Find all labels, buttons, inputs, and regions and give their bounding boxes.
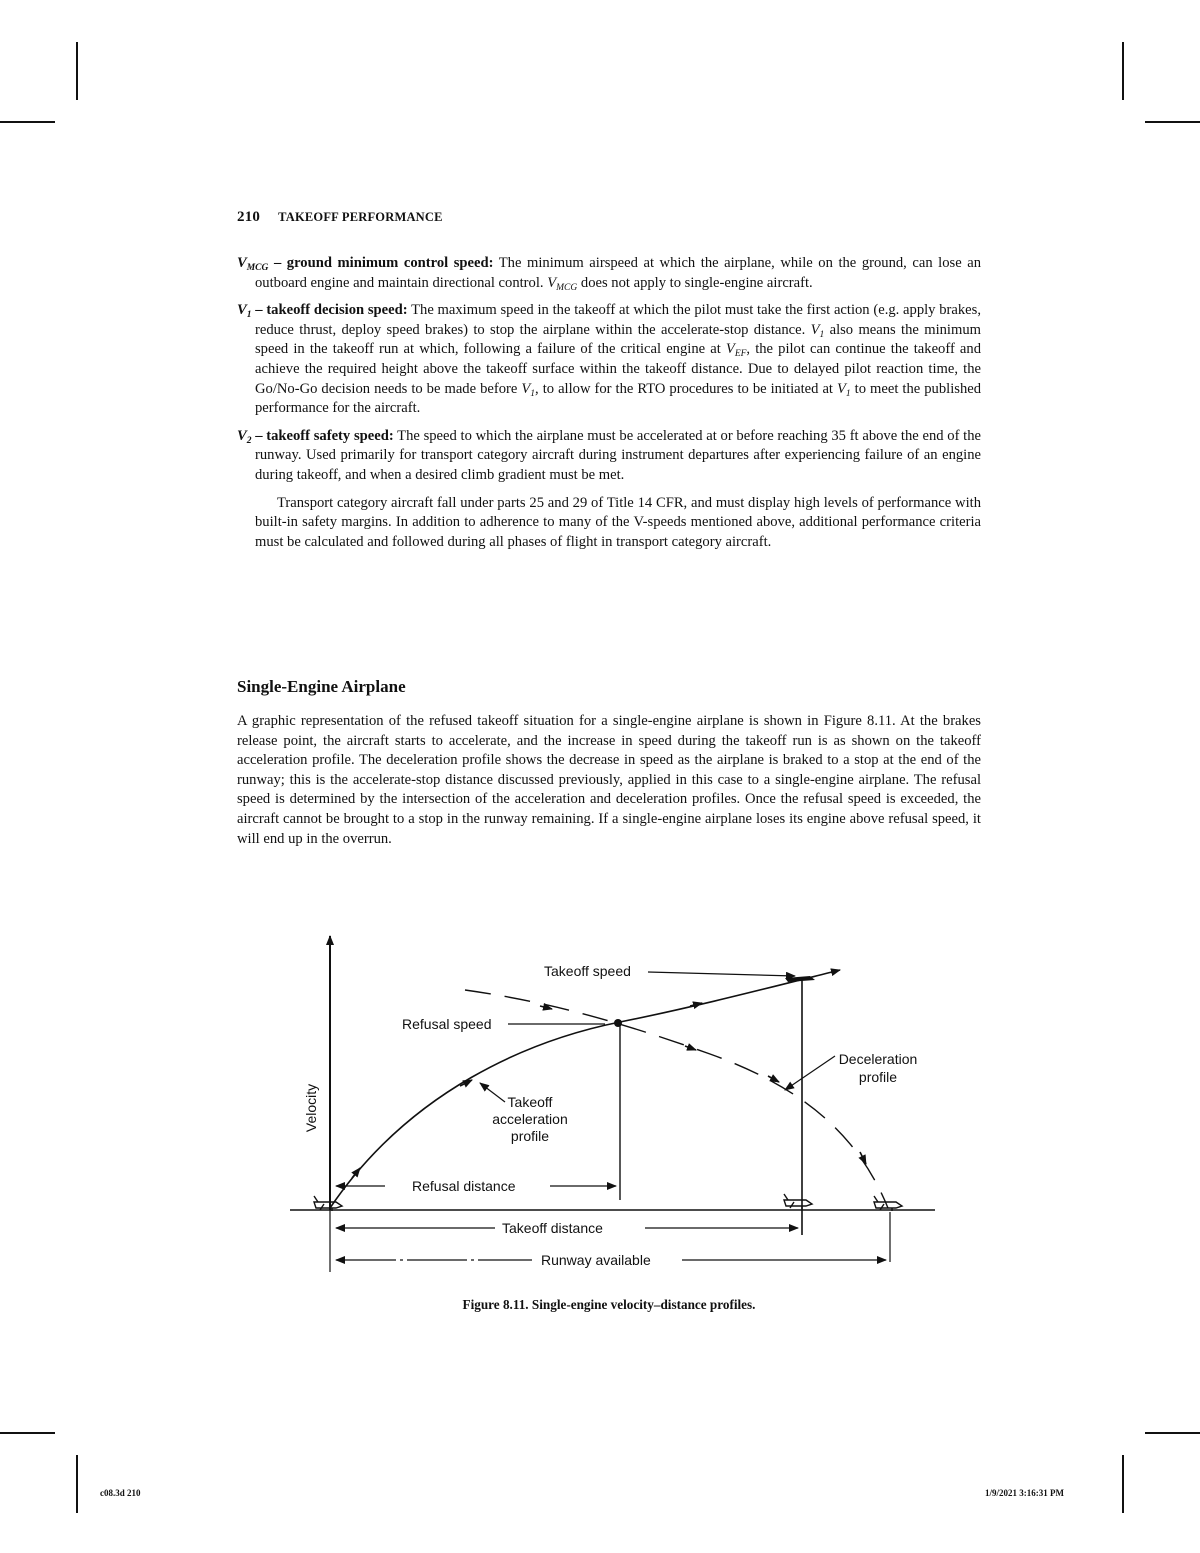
crop-mark-top-left-vertical — [76, 42, 78, 100]
acceleration-leader — [480, 1083, 505, 1102]
inline-symbol: $V_1$ — [521, 380, 536, 399]
definition-text: to meet the published performance for the aircraft. — [255, 380, 982, 417]
inline-symbol: $V_{MCG}$ — [547, 274, 578, 293]
definition-text: , the pilot can continue the takeoff and achieve the required height above the takeoff surface within the takeoff distance. Due to delayed pilot reaction time, the Go/No-Go decision needs to be made before — [255, 341, 981, 397]
definition-item — [237, 301, 981, 419]
definition-separator: – — [251, 427, 267, 444]
inline-symbol: $V_1$ — [837, 380, 851, 399]
definition-symbol: $V_{MCG}$ — [237, 255, 269, 273]
section-heading: Single-Engine Airplane — [237, 677, 406, 696]
takeoff-point-marker — [785, 976, 815, 982]
refusal-speed-label: Refusal speed — [402, 1016, 492, 1032]
footer-file-info: c08.3d 210 — [100, 1488, 141, 1498]
definition-list — [237, 254, 981, 552]
runway-available-label: Runway available — [541, 1252, 651, 1268]
deceleration-arrow-3 — [768, 1076, 779, 1082]
takeoff-distance-label: Takeoff distance — [502, 1220, 603, 1236]
takeoff-speed-leader — [648, 972, 795, 976]
definition-symbol: $V_1$ — [237, 302, 252, 321]
deceleration-profile-label-1: Deceleration — [838, 1051, 918, 1067]
crop-mark-top-left-horizontal — [0, 121, 55, 123]
deceleration-arrow-2 — [685, 1046, 696, 1050]
refusal-point — [614, 1019, 622, 1027]
deceleration-leader — [785, 1056, 835, 1090]
definition-text: , to allow for the RTO procedures to be initiated at — [535, 380, 837, 397]
figure-velocity-distance — [290, 930, 950, 1275]
definition-text: The maximum speed in the takeoff at which the pilot must take the first action (e.g. apply brakes, reduce thrust, deploy speed brakes) to stop the airplane within the accelerate-stop distance. — [255, 302, 981, 338]
inline-symbol: $V_1$ — [810, 321, 825, 340]
refusal-distance-label: Refusal distance — [412, 1178, 516, 1194]
section-paragraph: A graphic representation of the refused takeoff situation for a single-engine airplane is shown in Figure 8.11. At the brakes release point, the aircraft starts to accelerate, and the increase in speed during the takeoff run is as shown on the takeoff acceleration profile. The deceleration profile shows the decrease in speed as the airplane is braked to a stop at the end of the runway; this is the accelerate-stop distance discussed previously, applied in this case to a single-engine airplane. The refusal speed is determined by the intersection of the acceleration and deceleration profiles. Once the refusal speed is exceeded, the aircraft cannot be brought to a stop in the runway remaining. If a single-engine airplane loses its engine above refusal speed, it will end up in the overrun. — [237, 713, 981, 847]
definition-separator: – — [268, 255, 287, 271]
inline-symbol: $V_{EF}$ — [725, 341, 747, 360]
airplane-start-icon — [314, 1196, 342, 1211]
airplane-takeoff-icon — [784, 1194, 812, 1209]
crop-mark-top-right-vertical — [1122, 42, 1124, 100]
definition-label: takeoff safety speed: — [266, 427, 394, 444]
definition-text: also means the minimum speed in the takeoff run at which, following a failure of the critical engine at — [255, 321, 981, 358]
takeoff-acceleration-profile — [330, 970, 840, 1208]
acceleration-profile-label-3: profile — [510, 1128, 550, 1144]
crop-mark-bottom-right-vertical — [1122, 1455, 1124, 1513]
crop-mark-bottom-left-vertical — [76, 1455, 78, 1513]
definition-label: ground minimum control speed: — [286, 255, 494, 271]
definition-text: The speed to which the airplane must be accelerated at or before reaching 35 ft above the end of the runway. Used primarily for transport category aircraft during instrument departures after experiencing failure of an engine during takeoff, and when a desired climb gradient must be met. — [255, 427, 982, 483]
running-head-title: TAKEOFF PERFORMANCE — [278, 210, 443, 224]
takeoff-speed-label: Takeoff speed — [544, 963, 631, 979]
velocity-axis-label: Velocity — [303, 1083, 319, 1133]
deceleration-profile-label-2: profile — [858, 1069, 898, 1085]
crop-mark-top-right-horizontal — [1145, 121, 1200, 123]
definition-symbol: $V_2$ — [237, 427, 252, 446]
crop-mark-bottom-left-horizontal — [0, 1432, 55, 1434]
airplane-stop-icon — [874, 1196, 902, 1211]
definition-separator: – — [251, 302, 267, 319]
running-head — [237, 209, 443, 226]
definition-item — [237, 254, 981, 293]
definition-label: takeoff decision speed: — [266, 302, 408, 319]
figure-caption: Figure 8.11. Single-engine velocity–distance profiles. — [462, 1297, 756, 1312]
footer-timestamp: 1/9/2021 3:16:31 PM — [985, 1488, 1064, 1498]
definition-text: does not apply to single-engine aircraft. — [577, 274, 813, 291]
acceleration-arrow-1 — [352, 1168, 360, 1178]
definition-text: The minimum airspeed at which the airplane, while on the ground, can lose an outboard engine and maintain directional control. — [255, 255, 982, 291]
definition-item — [237, 427, 981, 486]
definition-continuation: Transport category aircraft fall under parts 25 and 29 of Title 14 CFR, and must display high levels of performance with built-in safety margins. In addition to adherence to many of the V-speeds mentioned above, additional performance criteria must be calculated and followed during all phases of flight in transport category aircraft. — [255, 494, 981, 550]
page-number: 210 — [237, 209, 261, 225]
velocity-distance-diagram — [290, 930, 950, 1275]
deceleration-arrow-1 — [540, 1006, 552, 1009]
acceleration-profile-label-2: acceleration — [492, 1111, 568, 1127]
acceleration-profile-label-1: Takeoff — [507, 1094, 553, 1110]
crop-mark-bottom-right-horizontal — [1145, 1432, 1200, 1434]
